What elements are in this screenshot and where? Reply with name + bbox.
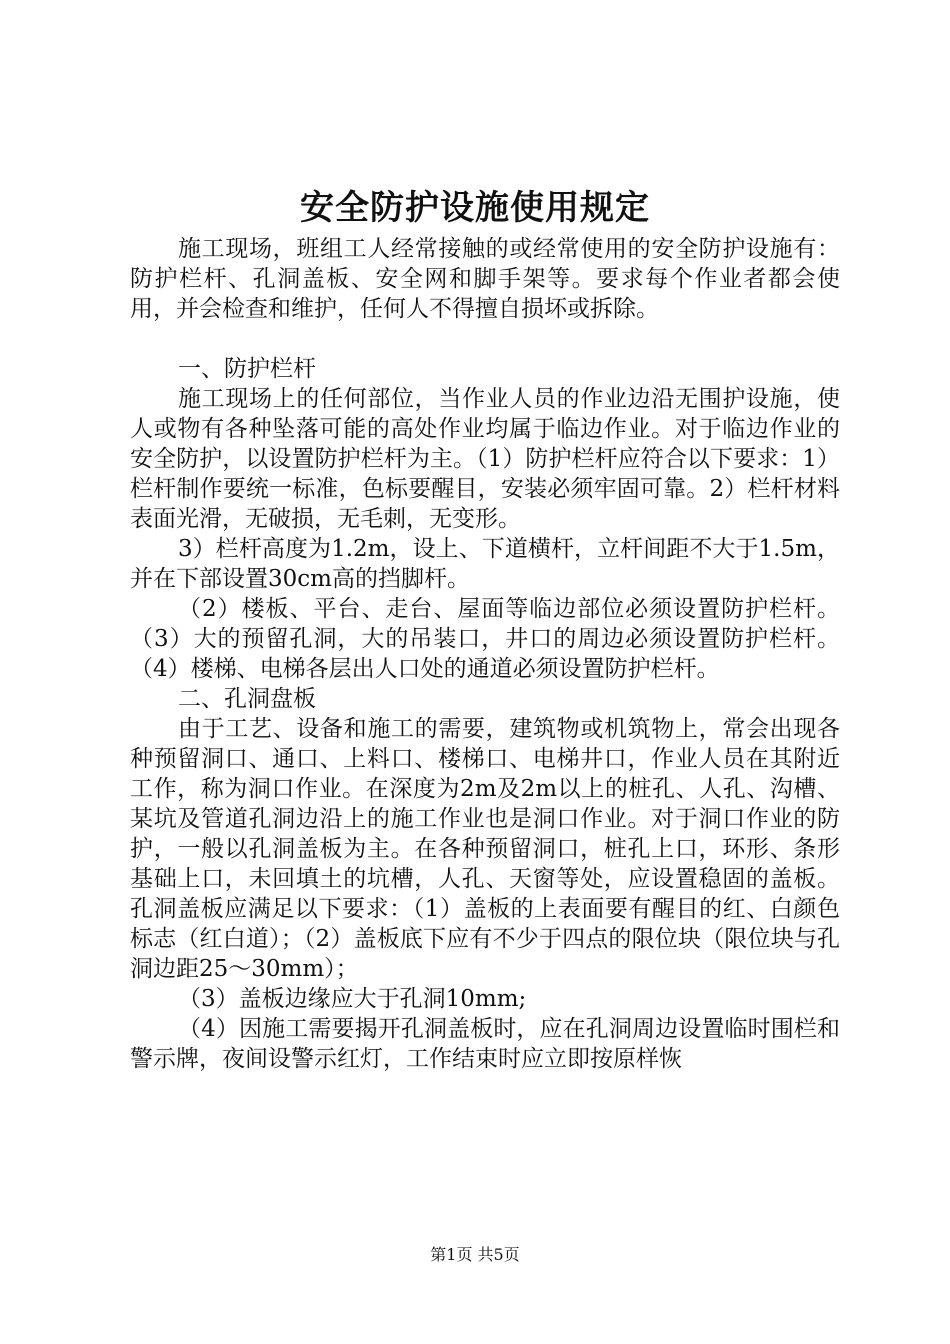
- body-paragraph: （3）盖板边缘应大于孔洞10mm;: [178, 986, 527, 1012]
- section-heading-guardrail: 一、防护栏杆: [178, 356, 316, 382]
- body-paragraph: 由于工艺、设备和施工的需要，建筑物或机筑物上，常会出现各种预留洞口、通口、上料口、楼梯口、电梯井口，作业人员在其附近工作，称为洞口作业。在深度为2m及2m以上的桩孔、人孔、沟槽、某坑及管道孔洞边沿上的施工作业也是洞口作业。对于洞口作业的防护，一般以孔洞盖板为主。在各种预留洞口，桩孔上口，环形、条形基础上口，未回填土的坑槽，人孔、天窗等处，应设置稳固的盖板。孔洞盖板应满足以下要求：（1）盖板的上表面要有醒目的红、白颜色标志（红白道）；（2）盖板底下应有不少于四点的限位块（限位块与孔洞边距25～30mm）；: [130, 716, 840, 982]
- document-body: [130, 234, 840, 1074]
- section-heading-hole-cover: 二、孔洞盘板: [178, 686, 316, 712]
- body-paragraph: 3）栏杆高度为1.2m，设上、下道横杆，立杆间距不大于1.5m，并在下部设置30cm高的挡脚杆。: [130, 536, 840, 592]
- page-number-footer: 第1页 共5页: [430, 1245, 520, 1264]
- document-title: 安全防护设施使用规定: [300, 188, 650, 228]
- intro-paragraph: 施工现场，班组工人经常接触的或经常使用的安全防护设施有：防护栏杆、孔洞盖板、安全网和脚手架等。要求每个作业者都会使用，并会检查和维护，任何人不得擅自损坏或拆除。: [130, 236, 840, 322]
- body-paragraph: （4）因施工需要揭开孔洞盖板时，应在孔洞周边设置临时围栏和警示牌，夜间设警示红灯，工作结束时应立即按原样恢: [130, 1016, 840, 1072]
- body-paragraph: 施工现场上的任何部位，当作业人员的作业边沿无围护设施，使人或物有各种坠落可能的高处作业均属于临边作业。对于临边作业的安全防护，以设置防护栏杆为主。（1）防护栏杆应符合以下要求：1）栏杆制作要统一标准，色标要醒目，安装必须牢固可靠。2）栏杆材料表面光滑，无破损，无毛刺，无变形。: [130, 386, 840, 532]
- body-paragraph: （2）楼板、平台、走台、屋面等临边部位必须设置防护栏杆。（3）大的预留孔洞，大的吊装口，井口的周边必须设置防护栏杆。（4）楼梯、电梯各层出人口处的通道必须设置防护栏杆。: [130, 596, 840, 682]
